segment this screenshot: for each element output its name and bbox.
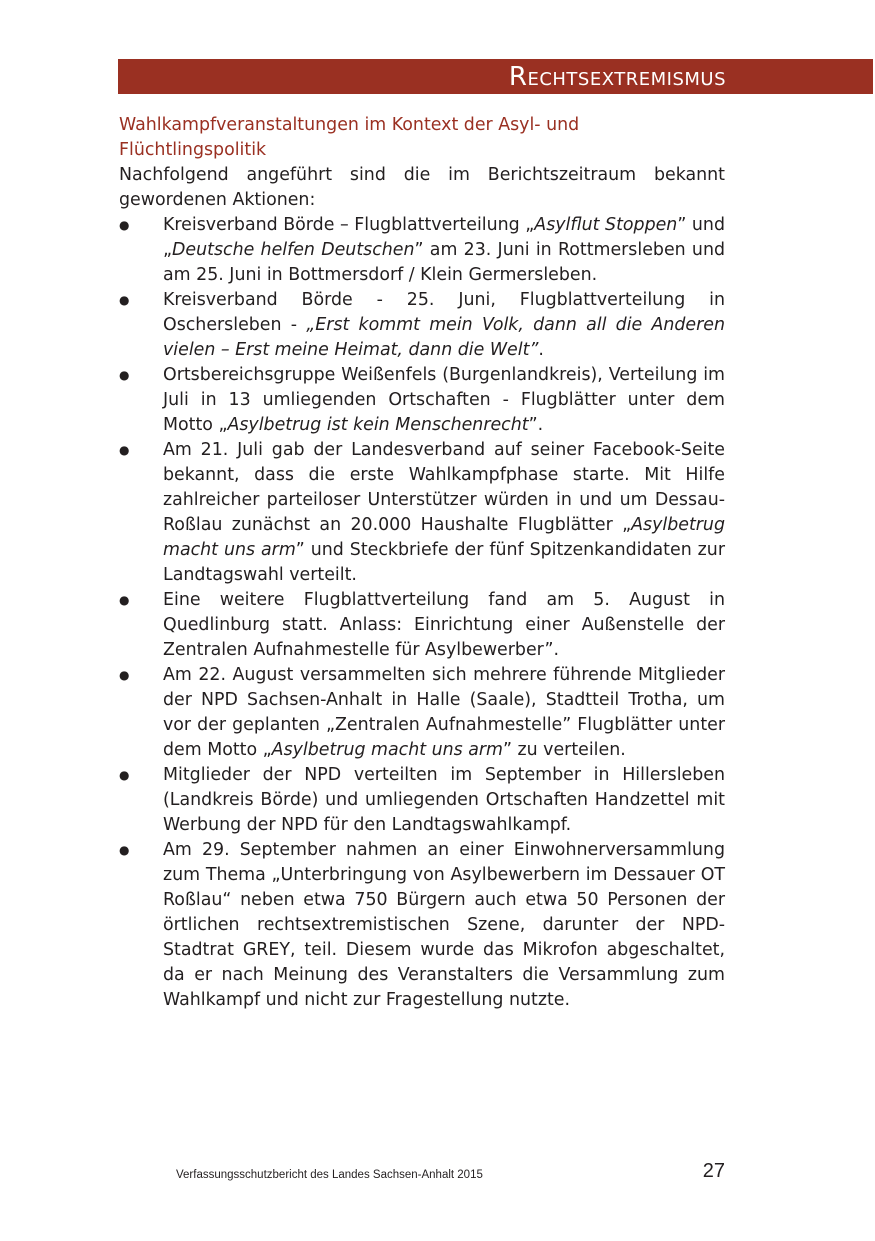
list-item: ● Am 29. September nahmen an einer Einwohnerversammlung zum Thema „Unterbringung von Asylbewerbern im Dessauer OT Roßlau“ neben etwa 750 Bürgern auch etwa 50 Personen der örtlichen rechtsextremistischen Szene, darunter der NPD-Stadtrat GREY, teil. Diesem wurde das Mikrofon abgeschaltet, da er nach Meinung des Veranstalters die Versammlung zum Wahlkampf und nicht zur Fragestellung nutzte. <box>119 840 725 1010</box>
page-content <box>119 113 725 1013</box>
list-item: ● Ortsbereichsgruppe Weißenfels (Burgenlandkreis), Verteilung im Juli in 13 umliegenden Ortschaften - Flugblätter unter dem Motto „Asylbetrug ist kein Menschenrecht”. <box>119 365 725 435</box>
section-heading-line2: Flüchtlingspolitik <box>119 140 267 160</box>
page-number: 27 <box>702 1160 725 1182</box>
footer-text: Verfassungsschutzbericht des Landes Sachsen-Anhalt 2015 <box>176 1169 483 1181</box>
list-item: ● Kreisverband Börde – Flugblattverteilung „Asylflut Stoppen” und „Deutsche helfen Deutschen” am 23. Juni in Rottmersleben und am 25. Juni in Bottmersdorf / Klein Germersleben. <box>119 215 726 285</box>
bullet-icon: ● <box>119 668 130 682</box>
bullet-icon: ● <box>119 843 130 857</box>
section-heading <box>119 113 725 163</box>
bullet-icon: ● <box>119 443 130 457</box>
header-band <box>118 59 873 94</box>
section-heading-line1: Wahlkampfveranstaltungen im Kontext der Asyl- und <box>119 115 580 135</box>
list-item: ● Am 22. August versammelten sich mehrere führende Mitglieder der NPD Sachsen-Anhalt in Halle (Saale), Stadtteil Trotha, um vor der geplanten „Zentralen Aufnahmestelle” Flugblätter unter dem Motto „Asylbetrug macht uns arm” zu verteilen. <box>119 665 725 760</box>
bullet-icon: ● <box>119 593 130 607</box>
actions-list <box>119 213 725 1013</box>
bullet-icon: ● <box>119 218 130 232</box>
list-item: ● Kreisverband Börde - 25. Juni, Flugblattverteilung in Oschersleben - „Erst kommt mein Volk, dann all die Anderen vielen – Erst meine Heimat, dann die Welt”. <box>119 290 725 360</box>
list-item: ● Eine weitere Flugblattverteilung fand am 5. August in Quedlinburg statt. Anlass: Einrichtung einer Außenstelle der Zentralen Aufnahmestelle für Asylbewerber”. <box>119 590 725 660</box>
bullet-icon: ● <box>119 293 130 307</box>
list-item: ● Mitglieder der NPD verteilten im September in Hillersleben (Landkreis Börde) und umliegenden Ortschaften Handzettel mit Werbung der NPD für den Landtagswahlkampf. <box>119 765 725 835</box>
bullet-icon: ● <box>119 368 130 382</box>
intro-paragraph: Nachfolgend angeführt sind die im Berichtszeitraum bekannt gewordenen Aktionen: <box>119 165 725 210</box>
list-item: ● Am 21. Juli gab der Landesverband auf seiner Facebook-Seite bekannt, dass die erste Wahlkampfphase starte. Mit Hilfe zahlreicher parteiloser Unterstützer würden in und um Dessau-Roßlau zunächst an 20.000 Haushalte Flugblätter „Asylbetrug macht uns arm” und Steckbriefe der fünf Spitzenkandidaten zur Landtagswahl verteilt. <box>119 440 725 585</box>
chapter-title: Rechtsextremismus <box>508 62 726 92</box>
bullet-icon: ● <box>119 768 130 782</box>
